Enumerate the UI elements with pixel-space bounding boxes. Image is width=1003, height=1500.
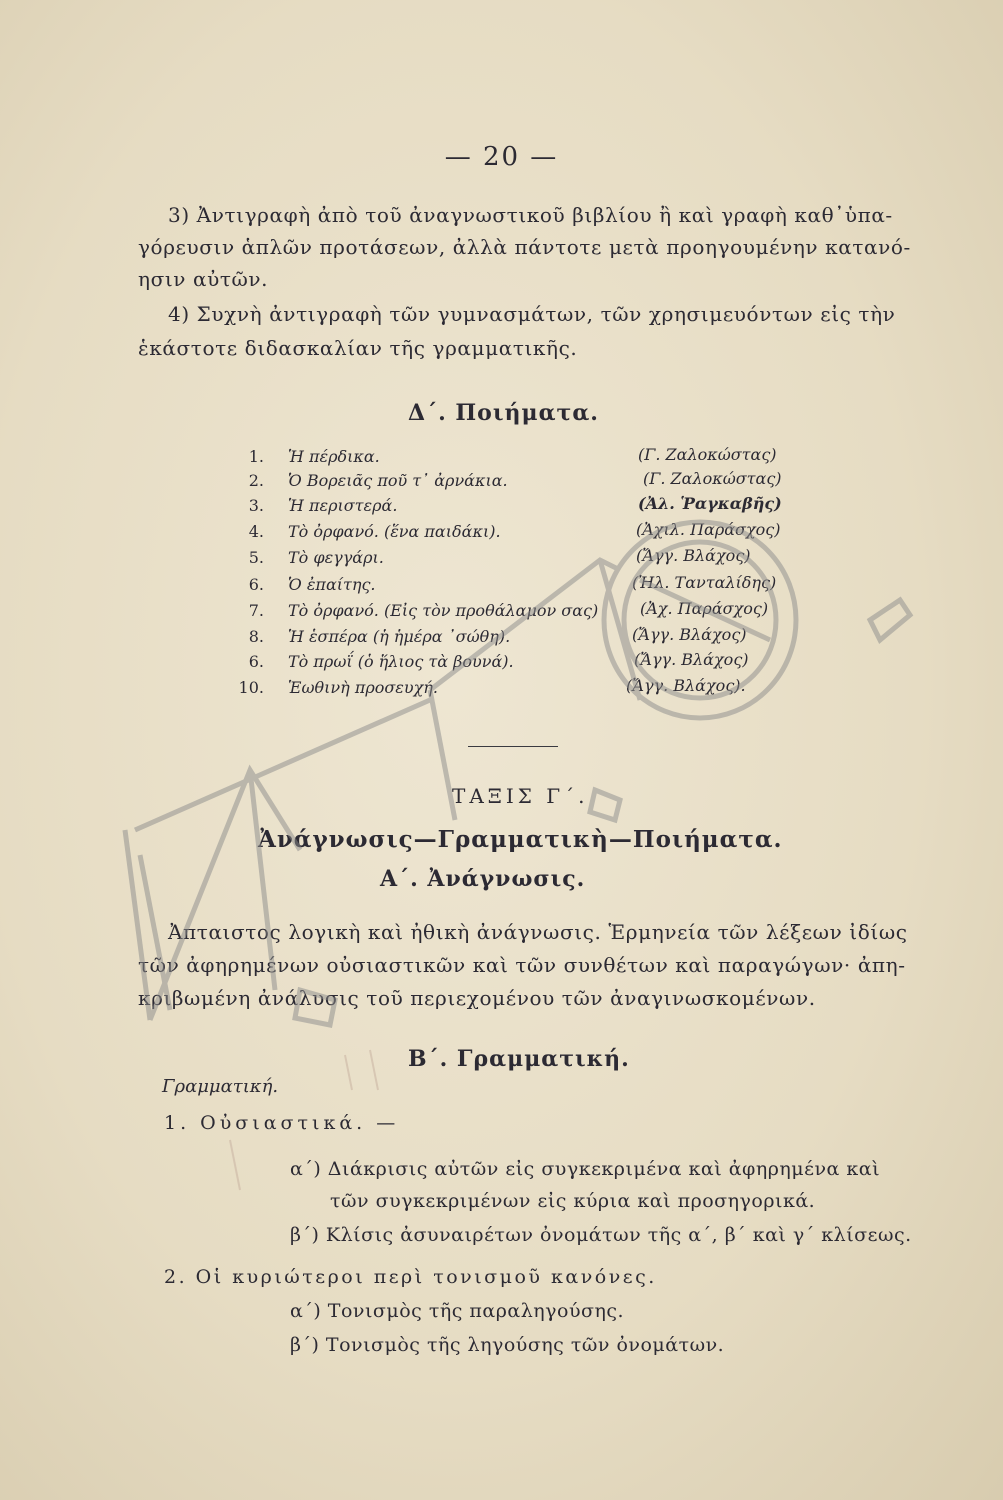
grammar-item2-a: α΄) Τονισμὸς τῆς παραληγούσης. [290,1300,625,1322]
watermark-text: Α.Π.Θ. [0,0,4,1]
poem-author: (Γ. Ζαλοκώστας) [643,469,782,488]
item3-line1: 3) Ἀντιγραφὴ ἀπὸ τοῦ ἀναγνωστικοῦ βιβλίου ἢ καὶ γραφὴ καθ᾽ὑπα- [168,203,893,227]
poem-author: (Ἄγγ. Βλάχος) [636,546,751,565]
poem-title: Τὸ φεγγάρι. [288,548,384,567]
grammar-item1: 1. Οὐσιαστικά. — [164,1112,400,1134]
page-number: — 20 — [444,142,559,172]
class-heading: ΤΑΞΙΣ Γ΄. [452,784,589,808]
item4-line1: 4) Συχνὴ ἀντιγραφὴ τῶν γυμνασμάτων, τῶν χρησιμευόντων εἰς τὴν [168,302,896,326]
poem-number: 8. [248,627,264,646]
grammar-item1-a-line1: α΄) Διάκρισις αὐτῶν εἰς συγκεκριμένα καὶ ἀφηρημένα καὶ [290,1158,881,1180]
poem-title: Ἡ ἑσπέρα (ἡ ἡμέρα ᾽σώθη). [288,627,511,646]
poems-heading: Δ΄. Ποιήματα. [408,400,599,426]
poem-title: Ὁ ἐπαίτης. [288,575,376,594]
poem-number: 6. [248,575,264,594]
poem-number: 5. [248,548,264,567]
item3-line2: γόρευσιν ἁπλῶν προτάσεων, ἀλλὰ πάντοτε μετὰ προηγουμένην κατανό- [138,235,911,259]
poem-number: 3. [248,496,264,515]
grammar-item1-a-line2: τῶν συγκεκριμένων εἰς κύρια καὶ προσηγορικά. [330,1190,816,1212]
item4-line2: ἑκάστοτε διδασκαλίαν τῆς γραμματικῆς. [138,336,578,360]
reading-line3: κριβωμένη ἀνάλυσις τοῦ περιεχομένου τῶν ἀναγινωσκομένων. [138,986,816,1010]
poem-title: Τὸ ὀρφανό. (ἕνα παιδάκι). [288,522,501,541]
poem-author: (Γ. Ζαλοκώστας) [638,445,777,464]
poem-title: Ἑωθινὴ προσευχή. [288,678,438,697]
poem-number: 2. [248,471,264,490]
poem-author: (Ἀχιλ. Παράσχος) [636,520,781,539]
poem-author: (Ἄγγ. Βλάχος) [634,650,749,669]
poem-author: (Ἄγγ. Βλάχος). [626,676,746,695]
poem-number: 4. [248,522,264,541]
reading-heading: Α΄. Ἀνάγνωσις. [380,866,586,892]
poem-author: (Ἠλ. Τανταλίδης) [632,573,777,592]
poem-title: Τὸ πρωΐ (ὁ ἥλιος τὰ βουνά). [288,652,514,671]
poem-number: 10. [238,678,264,697]
poem-title: Τὸ ὀρφανό. (Εἰς τὸν προθάλαμον σας) [288,601,599,620]
section-subtitle: Ἀνάγνωσις—Γραμματικὴ—Ποιήματα. [258,826,783,853]
poem-number: 6. [248,652,264,671]
poem-author: (Ἄγγ. Βλάχος) [632,625,747,644]
poem-title: Ἡ περιστερά. [288,496,398,515]
reading-line2: τῶν ἀφηρημένων οὐσιαστικῶν καὶ τῶν συνθέτων καὶ παραγώγων· ἀπη- [138,953,906,977]
poem-title: Ὁ Βορειᾶς ποῦ τ᾽ ἀρνάκια. [288,471,508,490]
poem-number: 1. [248,447,264,466]
grammar-item1-b: β΄) Κλίσις ἀσυναιρέτων ὀνομάτων τῆς α΄, β΄ καὶ γ΄ κλίσεως. [290,1224,912,1246]
grammar-item2-b: β΄) Τονισμὸς τῆς ληγούσης τῶν ὀνομάτων. [290,1334,725,1356]
grammar-item2: 2. Οἱ κυριώτεροι περὶ τονισμοῦ κανόνες. [164,1266,657,1288]
reading-line1: Ἀπταιστος λογικὴ καὶ ἠθικὴ ἀνάγνωσις. Ἑρμηνεία τῶν λέξεων ἰδίως [168,920,908,944]
grammar-heading: Β΄. Γραμματική. [408,1046,630,1072]
poem-title: Ἡ πέρδικα. [288,447,380,466]
poem-author: (Ἀχ. Παράσχος) [640,599,769,618]
poem-author: (Ἀλ. Ῥαγκαβῆς) [638,494,782,513]
poem-number: 7. [248,601,264,620]
item3-line3: ησιν αὐτῶν. [138,267,269,291]
section-divider [468,746,558,747]
grammar-label: Γραμματική. [162,1076,279,1097]
